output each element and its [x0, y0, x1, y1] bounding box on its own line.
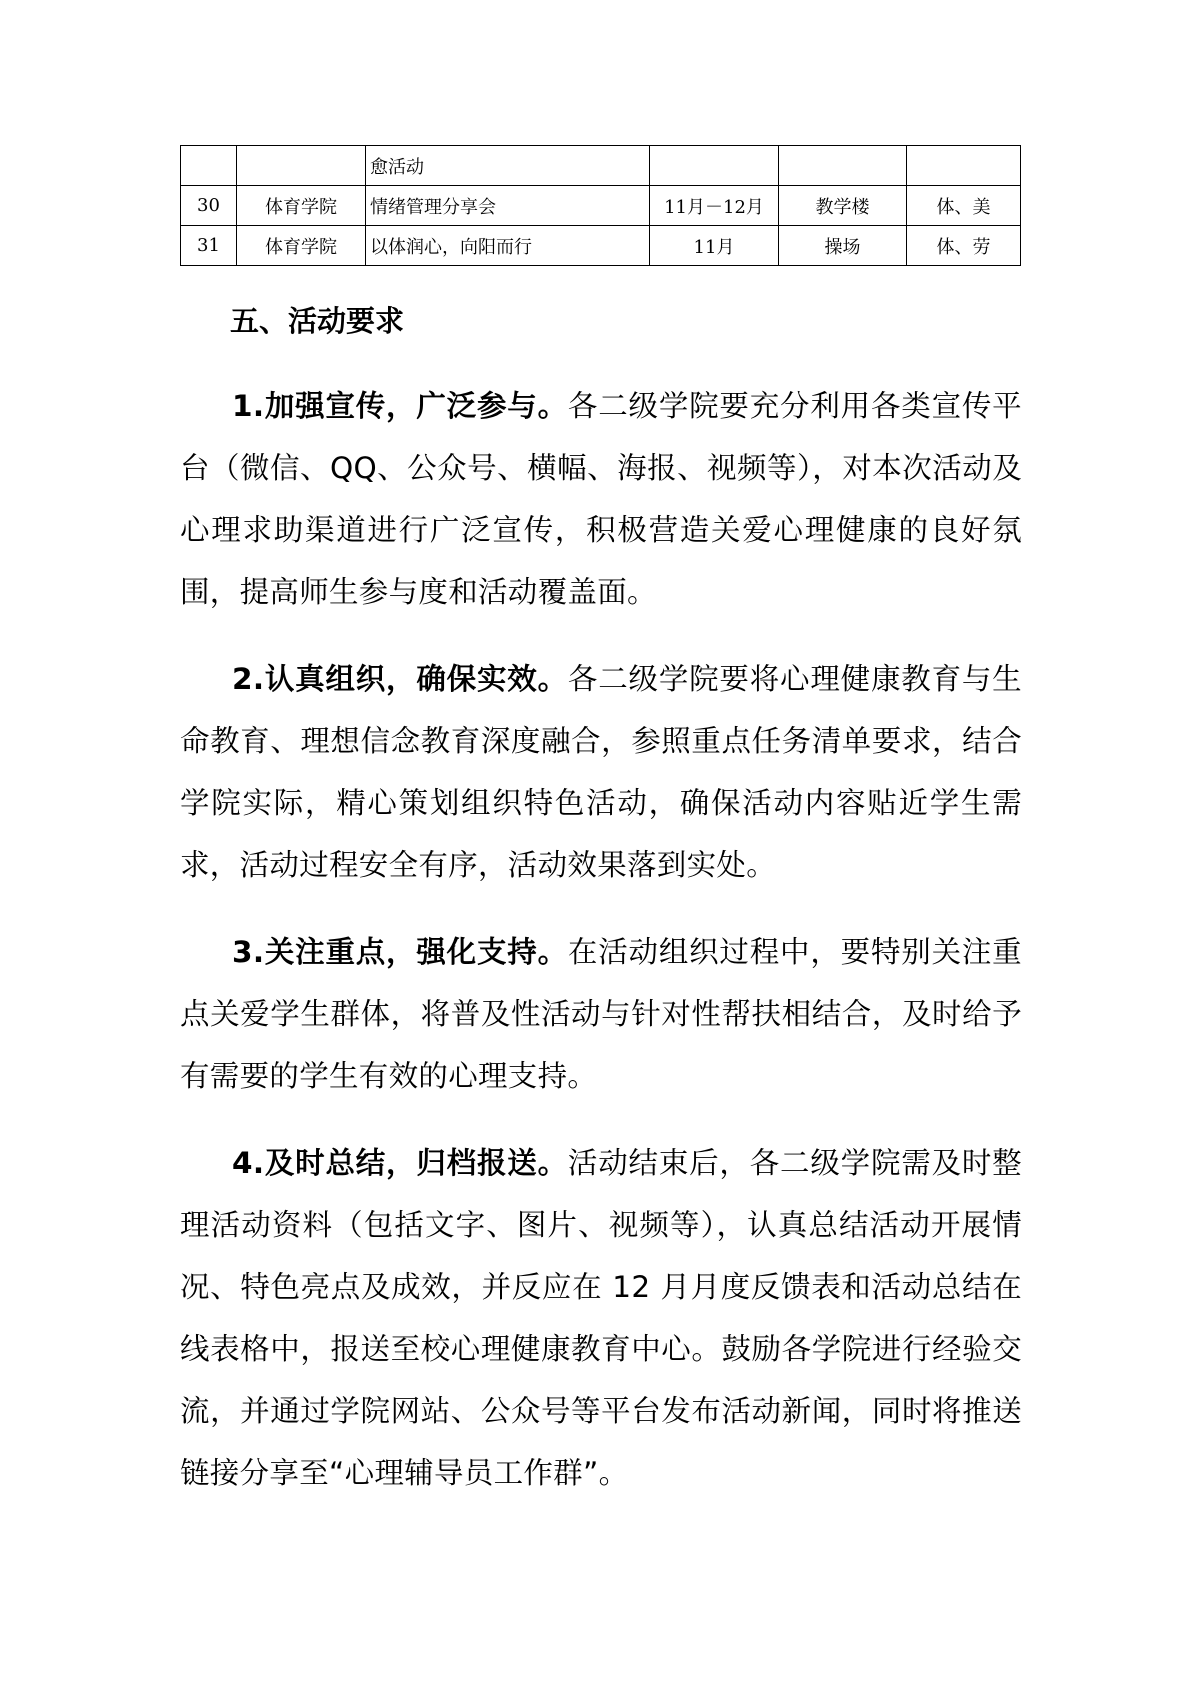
cell-place: 操场	[779, 226, 907, 266]
cell-education-type: 体、美	[907, 186, 1021, 226]
cell-time	[650, 146, 779, 186]
cell-number: 31	[181, 226, 237, 266]
table-row	[181, 146, 1021, 186]
paragraph-lead: 4.及时总结，归档报送。	[232, 1146, 568, 1180]
activity-schedule-table	[180, 145, 1021, 266]
requirement-paragraph	[180, 1132, 1022, 1504]
table-row	[181, 186, 1021, 226]
cell-place: 教学楼	[779, 186, 907, 226]
cell-time: 11月	[650, 226, 779, 266]
paragraph-body: 各二级学院要将心理健康教育与生命教育、理想信念教育深度融合，参照重点任务清单要求，结合学院实际，精心策划组织特色活动，确保活动内容贴近学生需求，活动过程安全有序，活动效果落到实处。	[180, 662, 1022, 882]
requirement-paragraph	[180, 648, 1022, 896]
cell-college: 体育学院	[237, 186, 366, 226]
requirement-paragraph	[180, 375, 1022, 623]
cell-college: 体育学院	[237, 226, 366, 266]
paragraph-body: 在活动组织过程中，要特别关注重点关爱学生群体，将普及性活动与针对性帮扶相结合，及时给予有需要的学生有效的心理支持。	[180, 935, 1022, 1093]
cell-activity: 情绪管理分享会	[366, 186, 650, 226]
cell-education-type	[907, 146, 1021, 186]
cell-time: 11月－12月	[650, 186, 779, 226]
requirement-paragraph	[180, 921, 1022, 1107]
table-row	[181, 226, 1021, 266]
paragraph-lead: 2.认真组织，确保实效。	[232, 662, 568, 696]
cell-number	[181, 146, 237, 186]
paragraph-body: 活动结束后，各二级学院需及时整理活动资料（包括文字、图片、视频等），认真总结活动开展情况、特色亮点及成效，并反应在 12 月月度反馈表和活动总结在线表格中，报送至校心理健康教育中心。鼓励各学院进行经验交流，并通过学院网站、公众号等平台发布活动新闻，同时将推送链接分享至“心理辅导员工作群”。	[180, 1146, 1022, 1490]
cell-place	[779, 146, 907, 186]
cell-activity: 以体润心，向阳而行	[366, 226, 650, 266]
cell-college	[237, 146, 366, 186]
section-heading: 五、活动要求	[230, 304, 405, 338]
paragraph-body: 各二级学院要充分利用各类宣传平台（微信、QQ、公众号、横幅、海报、视频等），对本次活动及心理求助渠道进行广泛宣传，积极营造关爱心理健康的良好氛围，提高师生参与度和活动覆盖面。	[180, 389, 1022, 609]
cell-number: 30	[181, 186, 237, 226]
paragraph-lead: 3.关注重点，强化支持。	[232, 935, 568, 969]
cell-activity: 愈活动	[366, 146, 650, 186]
cell-education-type: 体、劳	[907, 226, 1021, 266]
paragraph-lead: 1.加强宣传，广泛参与。	[232, 389, 568, 423]
